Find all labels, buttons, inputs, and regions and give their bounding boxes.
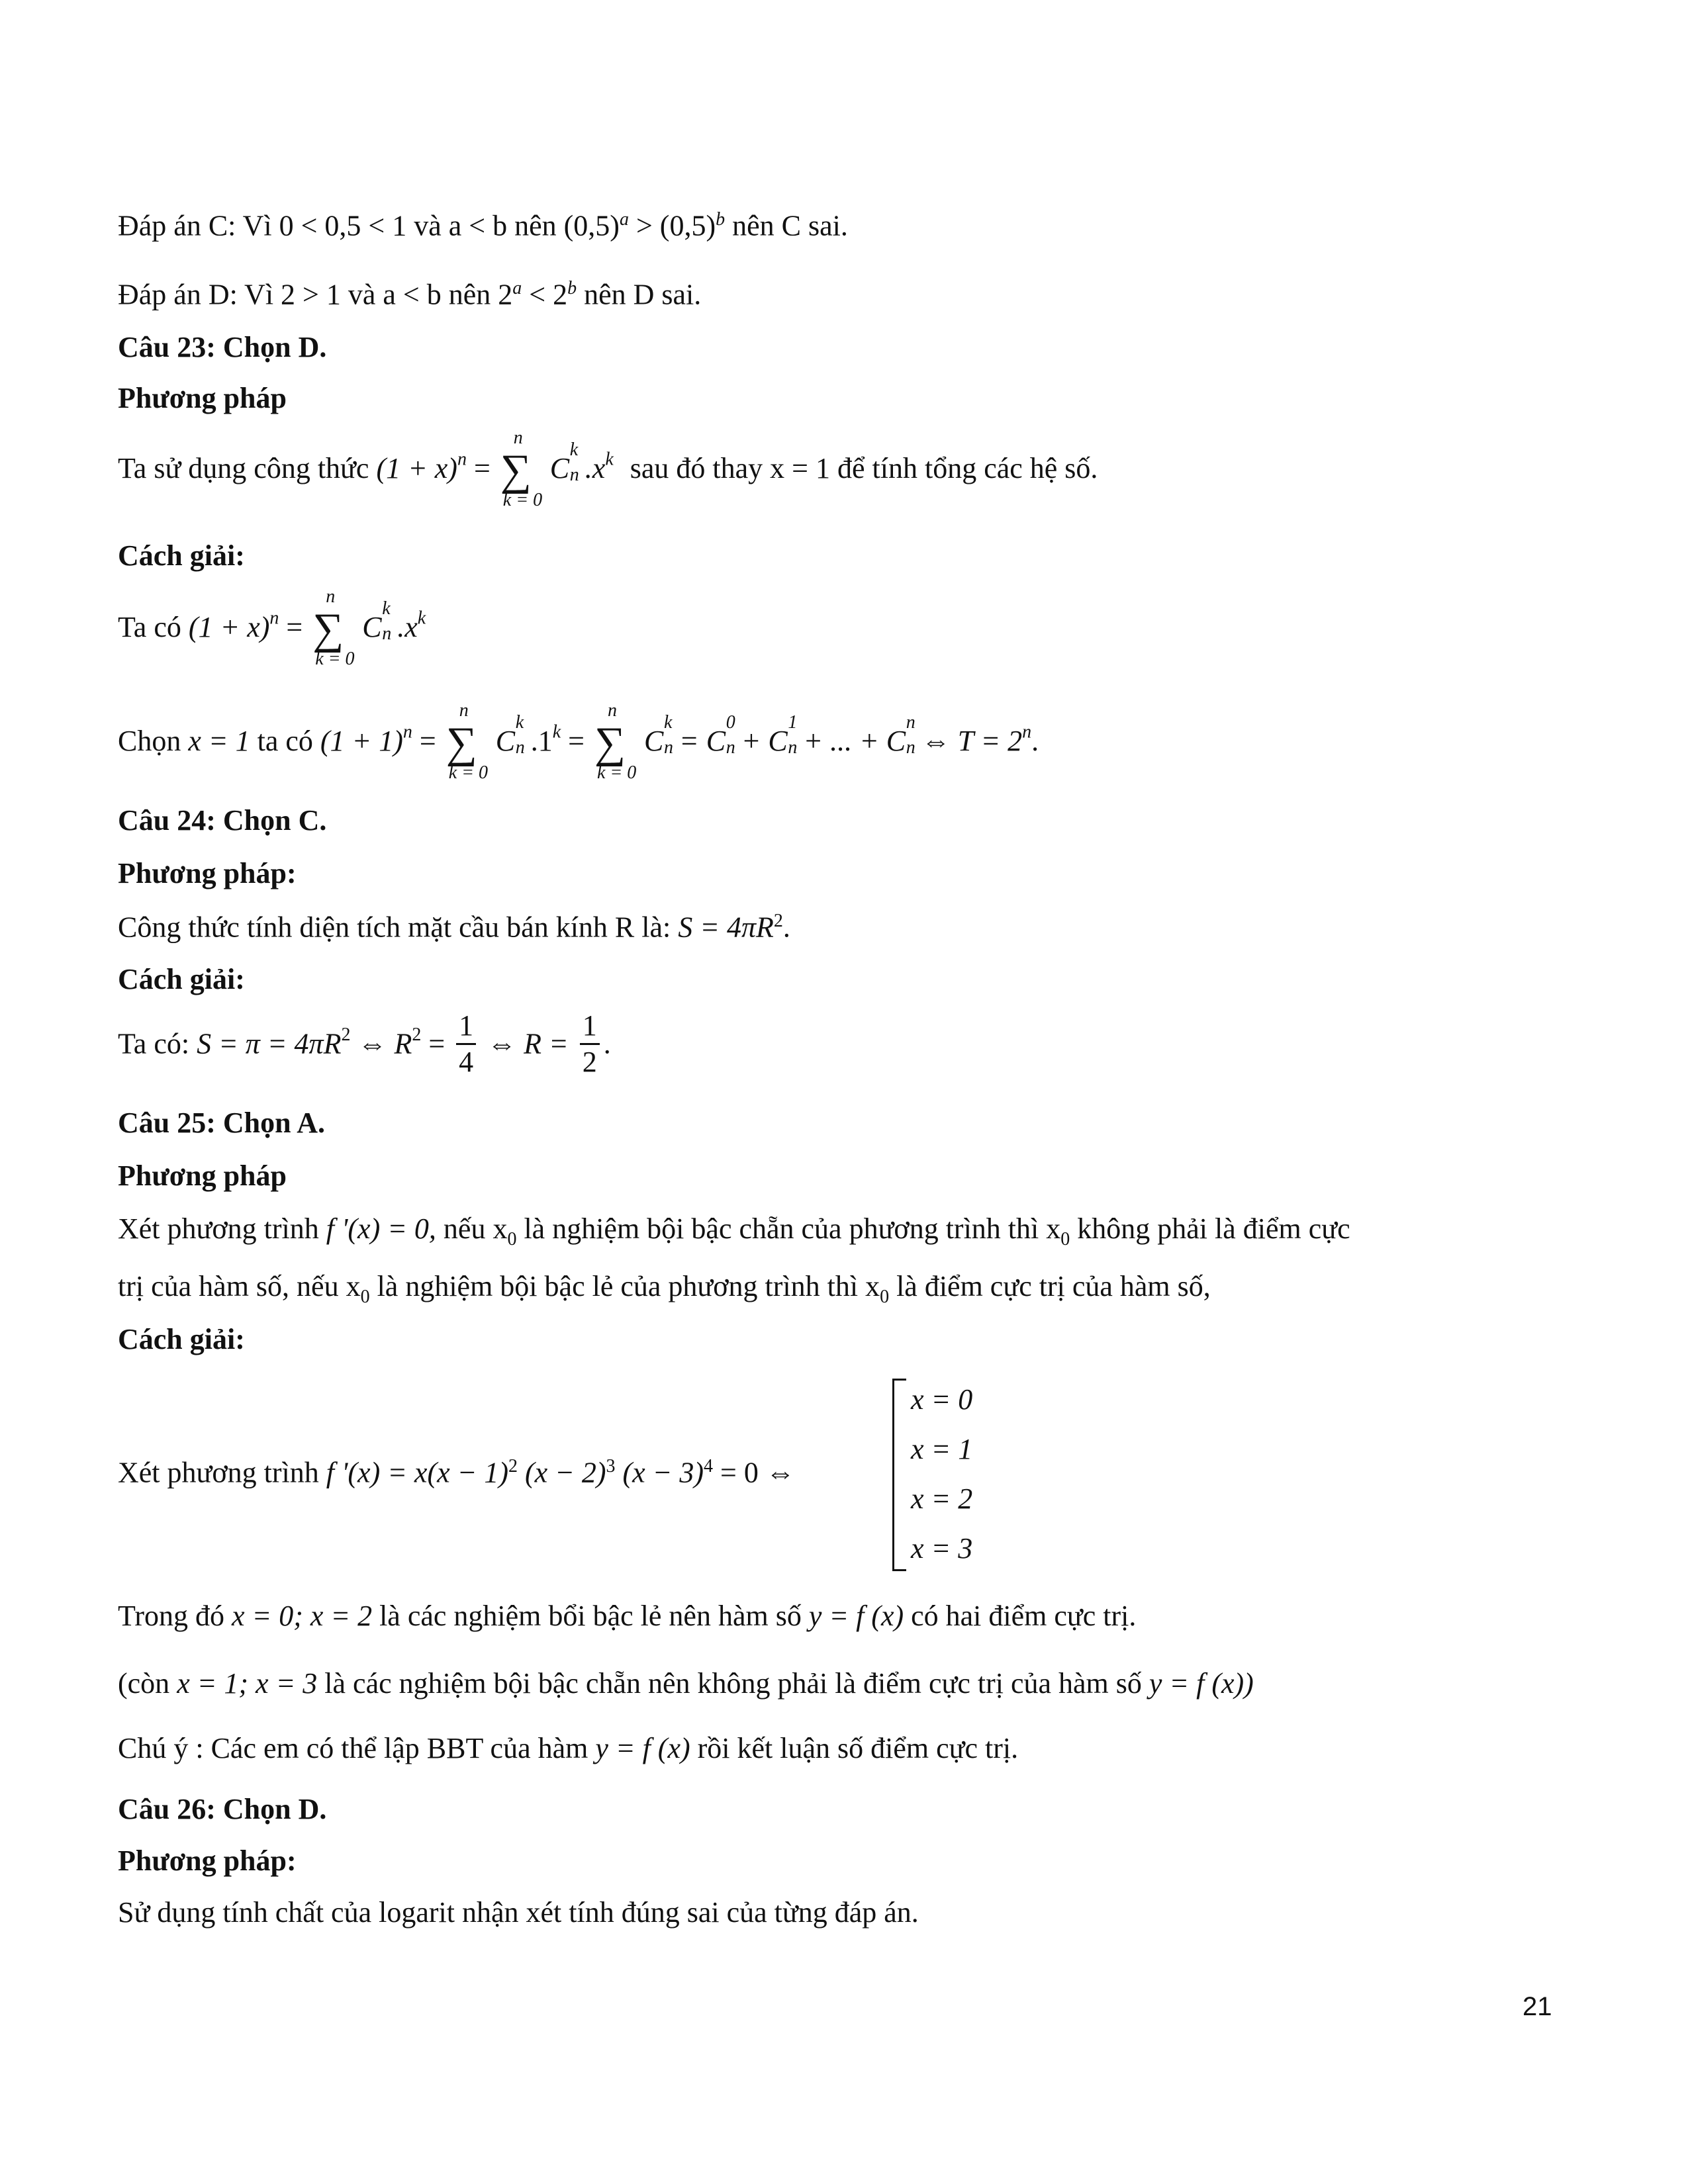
sum-upper: n xyxy=(459,700,469,721)
text: là các nghiệm bổi bậc lẻ nên hàm số xyxy=(379,1600,802,1632)
answer-d-line xyxy=(118,279,701,310)
text: có hai điểm cực trị. xyxy=(911,1600,1137,1632)
exp: 4 xyxy=(704,1456,714,1477)
op: = xyxy=(568,725,585,757)
binomial: C k n xyxy=(495,712,525,758)
binomial: C k n xyxy=(549,439,579,485)
text: nên C sai. xyxy=(732,209,848,242)
math: y = f (x) xyxy=(595,1732,690,1764)
math: .x xyxy=(585,452,606,484)
exp: b xyxy=(716,209,726,230)
exp: k xyxy=(417,608,426,629)
period: . xyxy=(603,1027,611,1060)
solution-heading: Cách giải: xyxy=(118,963,245,995)
method-heading: Phương pháp xyxy=(118,382,287,414)
text: Ta có: xyxy=(118,1027,190,1060)
answer-c-line xyxy=(118,210,848,241)
formula-line xyxy=(118,429,1098,508)
text: sau đó thay x = 1 để tính tổng các hệ số. xyxy=(630,452,1098,484)
sphere-solution-line xyxy=(118,1011,611,1077)
exp: n xyxy=(1022,721,1032,743)
binomial: C n n xyxy=(886,712,915,758)
math: ⇔ R = xyxy=(487,1027,569,1060)
sub: n xyxy=(906,737,915,758)
sum-lower: k = 0 xyxy=(596,762,637,783)
sub: n xyxy=(726,737,735,758)
sum-upper: n xyxy=(607,700,617,721)
root-1: x = 1 xyxy=(911,1433,973,1465)
sum-symbol: n ∑ k = 0 xyxy=(500,428,543,510)
method-25-line-2 xyxy=(118,1272,1211,1306)
sub: n xyxy=(515,737,525,758)
exp: 2 xyxy=(341,1024,351,1045)
text: (còn xyxy=(118,1667,170,1700)
exp: a xyxy=(512,278,522,298)
exp: 2 xyxy=(773,911,783,931)
exp: n xyxy=(402,721,412,743)
math: (1 + x) xyxy=(376,452,457,484)
method-25-line-1 xyxy=(118,1214,1350,1249)
note-line xyxy=(118,1734,1018,1763)
text: Chọn xyxy=(118,725,181,757)
root-2: x = 2 xyxy=(911,1482,973,1515)
math: S = π = 4πR xyxy=(197,1027,342,1060)
text: là điểm cực trị của hàm số, xyxy=(896,1270,1211,1302)
method-heading: Phương pháp: xyxy=(118,857,297,889)
exp: n xyxy=(269,608,279,629)
math: x = 1 xyxy=(188,725,250,757)
math: ⇔ T = 2 xyxy=(921,725,1023,757)
sub: 0 xyxy=(1060,1228,1070,1250)
exp: 3 xyxy=(606,1456,616,1477)
denominator: 2 xyxy=(582,1046,597,1078)
exp: b xyxy=(567,278,577,298)
text: Chú ý : Các em có thể lập BBT của hàm xyxy=(118,1732,588,1764)
op: = xyxy=(286,611,303,643)
binomial: C k n xyxy=(362,598,392,644)
binomial: C k n xyxy=(643,712,673,758)
method-26-text: Sử dụng tính chất của logarit nhận xét tính đúng sai của từng đáp án. xyxy=(118,1896,919,1929)
sup: 1 xyxy=(788,712,798,733)
text: Ta có xyxy=(118,611,181,643)
denominator: 4 xyxy=(459,1046,474,1078)
sup: 0 xyxy=(726,712,735,733)
question-25-heading: Câu 25: Chọn A. xyxy=(118,1107,325,1139)
sub: n xyxy=(569,465,579,485)
math: 2 xyxy=(498,278,513,311)
solution-heading: Cách giải: xyxy=(118,1323,245,1355)
sum-upper: n xyxy=(513,428,523,448)
sup: k xyxy=(569,439,579,460)
sub: 0 xyxy=(507,1228,517,1250)
sub: n xyxy=(382,623,392,644)
sub: 0 xyxy=(880,1286,890,1307)
sup: k xyxy=(663,712,673,733)
sub: 0 xyxy=(360,1286,370,1307)
solution-bracket xyxy=(892,1379,906,1571)
math: (1 + x) xyxy=(188,611,270,643)
op: > xyxy=(635,209,653,242)
root-0: x = 0 xyxy=(911,1383,973,1416)
text: là nghiệm bội bậc chẵn của phương trình thì x xyxy=(524,1212,1061,1245)
math: S = 4πR xyxy=(678,911,774,944)
numerator: 1 xyxy=(456,1011,476,1045)
sup: n xyxy=(906,712,915,733)
method-heading: Phương pháp xyxy=(118,1160,287,1192)
sum-symbol: n ∑ k = 0 xyxy=(312,586,355,669)
taco-line xyxy=(118,588,426,667)
text: ta có xyxy=(257,725,313,757)
op: = xyxy=(428,1027,445,1060)
text: nếu x xyxy=(443,1212,508,1245)
text: là nghiệm bội bậc lẻ của phương trình thì x xyxy=(377,1270,880,1302)
sum-symbol: n ∑ k = 0 xyxy=(445,700,489,783)
period: . xyxy=(782,911,790,944)
exp: n xyxy=(457,449,467,470)
math: (0,5) xyxy=(659,209,716,242)
text: Xét phương trình xyxy=(118,1456,319,1489)
binomial: C 0 n xyxy=(706,712,735,758)
sum-symbol: n ∑ k = 0 xyxy=(594,700,637,783)
math: = 0 ⇔ xyxy=(720,1456,795,1489)
sphere-formula-line xyxy=(118,912,790,942)
math: .1 xyxy=(530,725,553,757)
method-heading: Phương pháp: xyxy=(118,1844,297,1877)
exp: a xyxy=(619,209,629,230)
derivative-equation xyxy=(118,1457,795,1488)
rhs: = C 0 n + C 1 n + ... + C n n xyxy=(679,712,915,758)
math: f '(x) = x(x − 1) xyxy=(326,1456,508,1489)
text: Xét phương trình xyxy=(118,1212,319,1245)
question-26-heading: Câu 26: Chọn D. xyxy=(118,1793,327,1825)
binomial: C 1 n xyxy=(768,712,798,758)
op: = xyxy=(419,725,436,757)
text: nên D sai. xyxy=(584,278,702,311)
sum-lower: k = 0 xyxy=(448,762,489,783)
text: Đáp án C: Vì 0 < 0,5 < 1 và a < b nên xyxy=(118,209,557,242)
fraction xyxy=(456,1011,476,1077)
math: ⇔ R xyxy=(357,1027,412,1060)
chon-line xyxy=(118,702,1039,781)
text: Đáp án D: Vì 2 > 1 và a < b nên xyxy=(118,278,491,311)
text: rồi kết luận số điểm cực trị. xyxy=(697,1732,1019,1764)
page-number: 21 xyxy=(1523,1992,1552,2021)
exp: 2 xyxy=(508,1456,518,1477)
sum-lower: k = 0 xyxy=(315,649,355,669)
text: là các nghiệm bội bậc chẵn nên không phải là điểm cực trị của hàm số xyxy=(324,1667,1142,1700)
op: = xyxy=(473,452,491,484)
math: (x − 2) xyxy=(524,1456,606,1489)
math: y = f (x) xyxy=(808,1600,904,1632)
sub: n xyxy=(788,737,798,758)
question-24-heading: Câu 24: Chọn C. xyxy=(118,804,327,837)
math: x = 0; x = 2 xyxy=(231,1600,373,1632)
math: y = f (x)) xyxy=(1149,1667,1254,1700)
sum-upper: n xyxy=(326,586,336,607)
con-line xyxy=(118,1669,1254,1698)
math: (0,5) xyxy=(563,209,620,242)
period: . xyxy=(1031,725,1039,757)
math: f '(x) = 0, xyxy=(326,1212,436,1245)
exp: 2 xyxy=(412,1024,422,1045)
exp: k xyxy=(552,721,561,743)
sup: k xyxy=(515,712,524,733)
root-3: x = 3 xyxy=(911,1532,973,1565)
math: x = 1; x = 3 xyxy=(177,1667,318,1700)
text: Công thức tính diện tích mặt cầu bán kính R là: xyxy=(118,911,671,944)
math: < 2 xyxy=(529,278,568,311)
text: không phải là điểm cực xyxy=(1077,1212,1350,1245)
math: .x xyxy=(397,611,418,643)
text: trị của hàm số, nếu x xyxy=(118,1270,361,1302)
text: Trong đó xyxy=(118,1600,224,1632)
trong-do-line xyxy=(118,1602,1136,1631)
sup: k xyxy=(382,598,391,619)
math: (1 + 1) xyxy=(320,725,403,757)
text: Ta sử dụng công thức xyxy=(118,452,369,484)
fraction xyxy=(580,1011,600,1077)
sub: n xyxy=(663,737,673,758)
solution-heading: Cách giải: xyxy=(118,539,245,572)
math: (x − 3) xyxy=(622,1456,704,1489)
numerator: 1 xyxy=(580,1011,600,1045)
sum-lower: k = 0 xyxy=(502,490,543,510)
question-23-heading: Câu 23: Chọn D. xyxy=(118,331,327,363)
exp: k xyxy=(605,449,614,470)
